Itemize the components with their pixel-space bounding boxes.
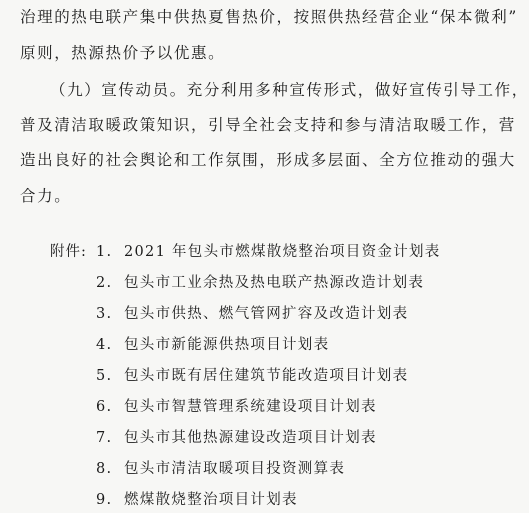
attachment-item — [96, 242, 441, 262]
attachment-item — [96, 490, 298, 510]
attachment-item — [96, 459, 345, 479]
attachment-item — [96, 397, 377, 417]
attachment-number: 7. — [96, 430, 113, 446]
attachment-number: 9. — [96, 492, 113, 508]
attachment-title: 包头市供热、燃气管网扩容及改造计划表 — [124, 306, 409, 322]
attachment-number: 2. — [96, 275, 113, 291]
attachment-number: 6. — [96, 399, 113, 415]
attachment-title: 包头市工业余热及热电联产热源改造计划表 — [124, 275, 425, 291]
attachment-number: 8. — [96, 461, 113, 477]
paragraph-continued-line-2: 原则，热源热价予以优惠。 — [20, 44, 226, 62]
paragraph-publicity-line-3: 造出良好的社会舆论和工作氛围，形成多层面、全方位推动的强大 — [20, 151, 516, 169]
attachment-item — [96, 335, 329, 355]
attachment-number: 3. — [96, 306, 113, 322]
attachment-item — [96, 366, 408, 386]
attachment-item — [96, 304, 408, 324]
attachment-item — [96, 273, 424, 293]
paragraph-publicity-line-1: （九）宣传动员。充分利用多种宣传形式，做好宣传引导工作， — [50, 81, 529, 99]
attachment-title: 2021 年包头市燃煤散烧整治项目资金计划表 — [124, 244, 441, 260]
attachment-title: 包头市智慧管理系统建设项目计划表 — [124, 399, 377, 415]
paragraph-publicity-line-4: 合力。 — [20, 187, 72, 205]
attachments-label: 附件: — [50, 244, 87, 260]
attachment-title: 包头市既有居住建筑节能改造项目计划表 — [124, 368, 409, 384]
attachment-item — [96, 428, 377, 448]
attachment-title: 包头市清洁取暖项目投资测算表 — [124, 461, 346, 477]
attachment-title: 包头市其他热源建设改造项目计划表 — [124, 430, 377, 446]
paragraph-publicity-line-2: 普及清洁取暖政策知识，引导全社会支持和参与清洁取暖工作，营 — [20, 116, 516, 134]
attachment-number: 1. — [96, 244, 113, 260]
paragraph-continued-line-1: 治理的热电联产集中供热夏售热价，按照供热经营企业“保本微利” — [20, 8, 518, 26]
attachment-title: 包头市新能源供热项目计划表 — [124, 337, 330, 353]
attachment-number: 4. — [96, 337, 113, 353]
attachment-title: 燃煤散烧整治项目计划表 — [124, 492, 298, 508]
attachment-number: 5. — [96, 368, 113, 384]
